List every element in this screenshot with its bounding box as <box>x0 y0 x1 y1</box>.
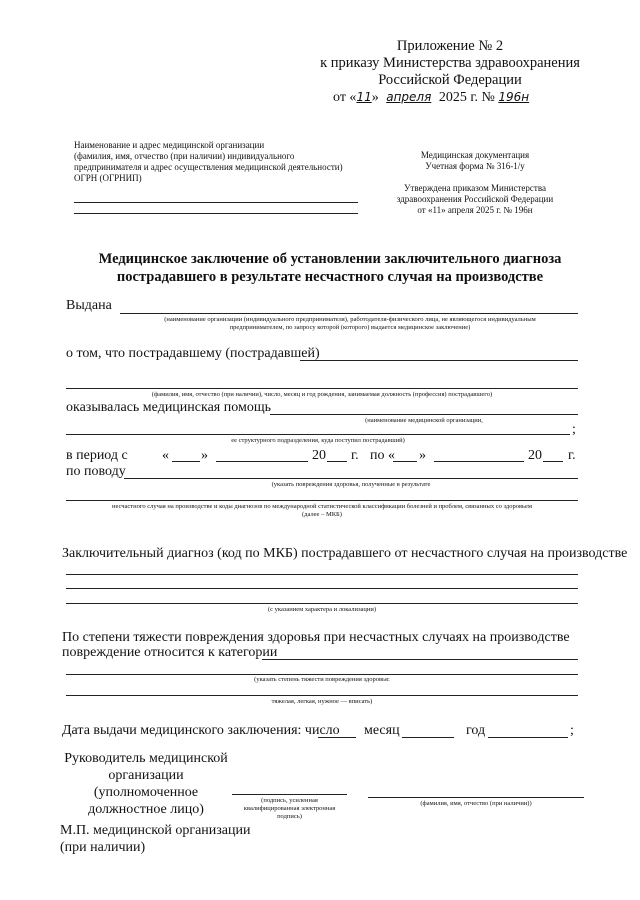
issue-date-month[interactable] <box>402 737 454 738</box>
issue-date-year-label: год <box>466 723 486 738</box>
final-diagnosis-field-1[interactable] <box>66 574 578 575</box>
issued-field[interactable] <box>120 313 578 314</box>
handwritten-number: 196н <box>498 90 530 104</box>
victim-hint: (фамилия, имя, отчество (при наличии), число, месяц и год рождения, занимаемая должность (профессия) пострадавшего) <box>151 391 493 398</box>
appendix-date-line: от «11» апреля 2025 г. № 196н <box>333 90 530 105</box>
victim-label: о том, что пострадавшему (пострадавшей) <box>66 346 320 361</box>
issue-date-month-label: месяц <box>364 723 400 738</box>
severity-hint-2: тяжелая, легкая, нужное — вписать) <box>271 698 373 705</box>
appendix-order-line: к приказу Министерства здравоохранения <box>320 55 580 71</box>
period-label: в период с <box>66 448 128 463</box>
final-diagnosis-field-3[interactable] <box>66 603 578 604</box>
period-from-year-prefix: 20 <box>312 448 326 463</box>
issue-date-day[interactable] <box>318 737 356 738</box>
org-line-2[interactable] <box>74 213 358 214</box>
help-hint-2: ее структурного подразделения, куда поступил пострадавший) <box>231 437 405 444</box>
issued-hint-2: предпринимателем, по запросу которой (которого) выдается медицинское заключение) <box>229 324 471 331</box>
severity-field[interactable] <box>262 659 578 660</box>
handwritten-month: апреля <box>386 90 432 104</box>
final-diagnosis-field-2[interactable] <box>66 588 578 589</box>
final-diagnosis-hint: (с указанием характера и локализации) <box>267 606 377 613</box>
period-to-g: г. <box>568 448 576 463</box>
period-from-month[interactable] <box>216 461 308 462</box>
help-semicolon: ; <box>572 422 576 437</box>
help-field-2[interactable] <box>66 434 570 435</box>
appendix-title: Приложение № 2 <box>396 38 504 54</box>
period-to-close: » <box>419 448 426 463</box>
handwritten-day: 11 <box>356 90 372 104</box>
period-from-day[interactable] <box>172 461 200 462</box>
reason-field[interactable] <box>124 478 578 479</box>
reason-hint-2: несчастного случая на производстве и коды диагнозов по международной статистической классификации болезней и проблем, связанных со здоровьем <box>111 503 533 510</box>
appendix-header <box>300 38 600 89</box>
severity-field-3[interactable] <box>66 695 578 696</box>
period-from-close: » <box>201 448 208 463</box>
stamp-block: М.П. медицинской организации (при наличии) <box>60 823 251 855</box>
issue-date-semicolon: ; <box>570 723 574 738</box>
severity-hint-1: (указать степень тяжести повреждения здоровья: <box>254 676 390 683</box>
reason-hint-3: (далее – МКБ) <box>302 511 342 518</box>
issue-date-label: Дата выдачи медицинского заключения: число <box>62 723 340 738</box>
period-to-year[interactable] <box>543 461 563 462</box>
reason-field-2[interactable] <box>66 500 578 501</box>
issued-hint-1: (наименование организации (индивидуального предпринимателя), работодателя-физического лица, не являющегося индивидуальным <box>164 316 536 323</box>
issued-label: Выдана <box>66 298 112 313</box>
issue-date-year[interactable] <box>488 737 568 738</box>
help-hint-1: (наименование медицинской организации, <box>365 417 483 424</box>
document-title: Медицинское заключение об установлении заключительного диагноза пострадавшего в результате несчастного случая на производстве <box>98 251 562 285</box>
appendix-ministry-line: Российской Федерации <box>378 72 522 88</box>
signature-hint: (подпись, усиленная квалифицированная электронная подпись) <box>243 797 336 820</box>
name-field[interactable] <box>368 797 584 798</box>
severity-line-1: По степени тяжести повреждения здоровья при несчастных случаях на производстве <box>62 630 570 645</box>
period-from-g: г. <box>351 448 359 463</box>
signature-field[interactable] <box>232 794 347 795</box>
reason-label: по поводу <box>66 464 126 479</box>
name-hint: (фамилия, имя, отчество (при наличии)) <box>420 800 532 807</box>
final-diagnosis-label: Заключительный диагноз (код по МКБ) пострадавшего от несчастного случая на производстве <box>62 546 628 561</box>
help-label: оказывалась медицинская помощь <box>66 400 271 415</box>
period-to-year-prefix: 20 <box>528 448 542 463</box>
victim-field[interactable] <box>300 360 578 361</box>
period-to-day[interactable] <box>393 461 417 462</box>
organization-block: Наименование и адрес медицинской организации (фамилия, имя, отчество (при наличии) индивидуального предпринимателя и адрес осуществления медицинской деятельности) ОГРН (ОГРНИП) <box>74 140 343 183</box>
reason-hint: (указать повреждения здоровья, полученные в результате <box>271 481 431 488</box>
period-from-year[interactable] <box>327 461 347 462</box>
period-from-open: « <box>162 448 169 463</box>
severity-field-2[interactable] <box>66 674 578 675</box>
form-info-block: Медицинская документация Учетная форма № 316-1/у Утверждена приказом Министерства здравоохранения Российской Федерации от «11» апреля 2025 г. № 196н <box>396 150 554 215</box>
victim-field-2[interactable] <box>66 388 578 389</box>
period-to-label: по « <box>370 448 395 463</box>
help-field[interactable] <box>270 414 578 415</box>
severity-line-2: повреждение относится к категории <box>62 645 278 660</box>
period-to-month[interactable] <box>434 461 524 462</box>
head-block: Руководитель медицинской организации (уполномоченное должностное лицо) <box>64 751 228 817</box>
org-line-1[interactable] <box>74 202 358 203</box>
